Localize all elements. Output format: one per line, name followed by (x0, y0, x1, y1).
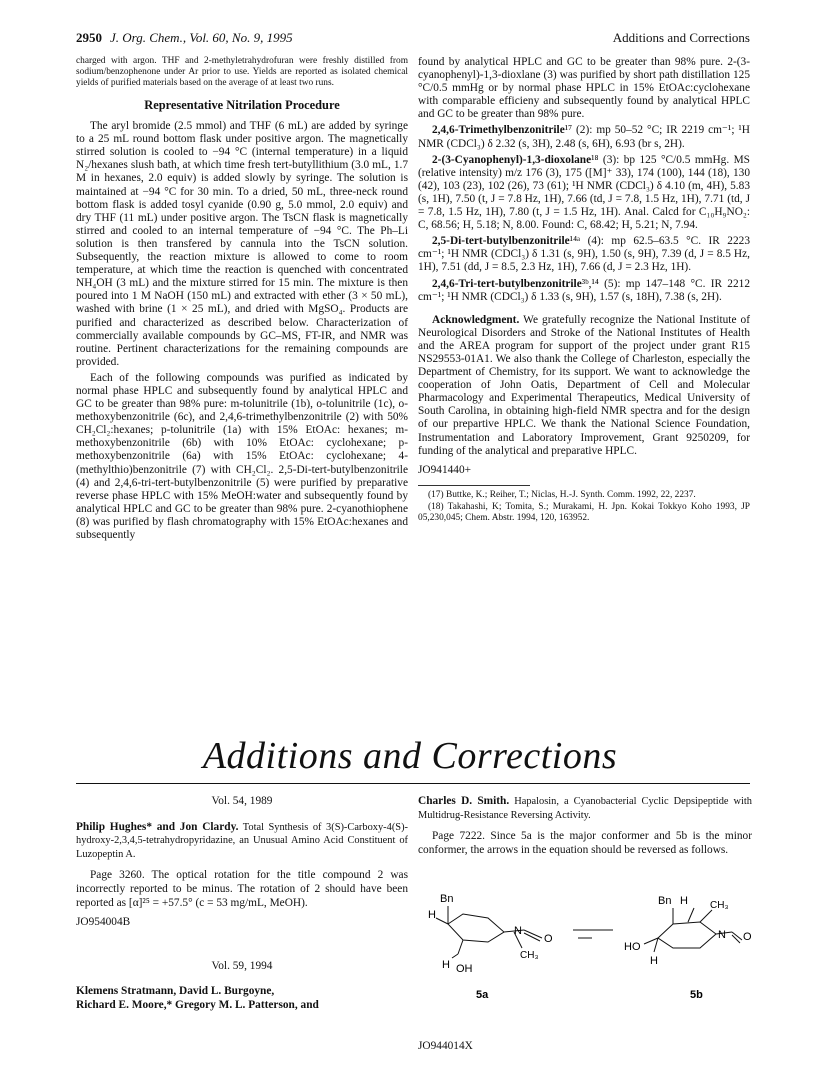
corrections-right (418, 795, 752, 860)
correction-2-title: Hapalosin, a Cyanobacterial Cyclic Depsipeptide with Multidrug-Resistance Reversing Activity. (418, 796, 752, 821)
footnote-18: (18) Takahashi, K; Tomita, S.; Murakami, H. Jpn. Kokai Tokkyo Koho 1993, JP 05,230,045; Chem. Abstr. 1994, 120, 163952. (418, 502, 750, 523)
purification-continued: found by analytical HPLC and GC to be greater than 98% pure. 2-(3-cyanophenyl)-1,3-dioxlane (3) was purified by short path distillation 125 °C/0.5 mmHg or by normal phase HPLC in 15% EtOAc:cyclohexane with comparable efficieny and subsequently found by analytical HPLC and GC to be greater than 98% pure. (418, 56, 750, 121)
svg-text:H: H (650, 955, 658, 967)
correction-2-footer (418, 1040, 752, 1057)
compound-3-data: ¹⁸ (3): bp 125 °C/0.5 mmHg. MS (relative intensity) m/z 176 (3), 175 ([M]⁺ 33), 174 (100), 144 (18), 130 (42), 103 (23), 102 (26), 73 (61); ¹H NMR (CDCl₃) δ 4.10 (m, 4H), 5.83 (s, 1H), 7.50 (t, J = 7.8 Hz, 1H), 7.66 (td, J = 7.8, 1.5 Hz, 1H), 7.71 (td, J = 7.8, 1.5 Hz, 1H), 7.80 (t, J = 1.5 Hz, 1H). Anal. Calcd for C₁₀H₉NO₂: C, 68.56; H, 5.18; N, 8.00. Found: C, 68.42; H, 5.21; N, 7.94. (418, 153, 750, 232)
conformer-equilibrium-scheme (418, 888, 752, 1008)
volume-label-59: Vol. 59, 1994 (211, 959, 273, 972)
equilibrium-arrows (573, 930, 613, 938)
correction-1-title: Total Synthesis of 3(S)-Carboxy-4(S)-hydroxy-2,3,4,5-tetrahydropyridazine, an Unusual Amino Acid Constituent of Luzopeptin A. (76, 821, 408, 860)
section-title: Additions and Corrections (202, 735, 618, 777)
svg-text:Bn: Bn (440, 893, 454, 905)
correction-2-authors-cont: Charles D. Smith. (418, 795, 510, 807)
correction-1-text: Page 3260. The optical rotation for the title compound 2 was incorrectly reported to be minus. The rotation of 2 should have been reported as [α]²⁵ = +57.5° (c = 53 mg/mL, MeOH). (76, 869, 408, 909)
compound-3-name: 2-(3-Cyanophenyl)-1,3-dioxolane (432, 153, 592, 166)
correction-2-citation (418, 795, 752, 822)
corrections-left (76, 795, 408, 1013)
svg-text:O: O (743, 931, 752, 943)
correction-1-authors: Philip Hughes* and Jon Clardy. (76, 820, 239, 833)
acknowledgment-text: We gratefully recognize the National Institute of Neurological Disorders and Stroke of the National Institutes of Health and the AREA program for support of the project under grant R15 NS29553-01A1. We also thank the College of Charleston, especially the Department of Chemistry, for its support. We want to acknowledge the cooperation of John Oatis, Department of Cell and Molecular Pharmacology and Experimental Therapeutics, Medical University of South Carolina, in obtaining high-field NMR spectra and for the design of our prepartive HPLC. We thank the National Science Foundation, Instrumentation and Laboratory Improvement, Grant 9250209, for funding of the analytical and preparative HPLC. (418, 313, 750, 457)
footnote-17: (17) Buttke, K.; Reiher, T.; Niclas, H.-J. Synth. Comm. 1992, 22, 2237. (428, 489, 696, 500)
correction-2-text: Page 7222. Since 5a is the major conformer and 5b is the minor conformer, the arrows in the equation should be reversed as follows. (418, 830, 752, 856)
svg-text:HO: HO (624, 941, 641, 953)
correction-2-code: JO944014X (418, 1040, 473, 1052)
structure-5b (644, 908, 742, 952)
label-5a: 5a (476, 989, 489, 1001)
svg-text:N: N (514, 925, 522, 937)
compound-5-data: ³ᵇ,¹⁴ (5): mp 147–148 °C. IR 2212 cm⁻¹; ¹H NMR (CDCl₃) δ 1.33 (s, 9H), 1.57 (s, 18H), 7.38 (s, 2H). (418, 277, 750, 303)
compound-4-data: ¹⁴ᵃ (4): mp 62.5–63.5 °C. IR 2223 cm⁻¹; ¹H NMR (CDCl₃) δ 1.31 (s, 9H), 1.50 (s, 9H), 7.39 (d, J = 8.5 Hz, 1H), 7.51 (dd, J = 8.5, 2.3 Hz, 1H), 7.66 (d, J = 2.3 Hz, 1H). (418, 235, 750, 274)
svg-text:O: O (544, 933, 553, 945)
compound-5-name: 2,4,6-Tri-tert-butylbenzonitrile (432, 277, 582, 290)
intro-paragraph: charged with argon. THF and 2-methyletrahydrofuran were freshly distilled from sodium/benzophenone under Ar prior to use. Yields are reported as isolated chemical yields of purified materials based on the average of at least two runs. (76, 56, 408, 88)
svg-text:CH₃: CH₃ (520, 950, 539, 961)
correction-1-code: JO954004B (76, 916, 131, 929)
volume-label-54: Vol. 54, 1989 (211, 795, 273, 807)
section-divider (76, 783, 750, 784)
svg-text:CH₃: CH₃ (710, 900, 729, 911)
svg-text:N: N (718, 929, 726, 941)
acknowledgment (418, 314, 750, 458)
compound-3-entry (418, 154, 750, 233)
correction-2-authors-line1: Klemens Stratmann, David L. Burgoyne, (76, 985, 275, 998)
compound-4-name: 2,5-Di-tert-butylbenzonitrile (432, 235, 570, 248)
left-column (76, 56, 408, 545)
svg-text:Bn: Bn (658, 895, 672, 907)
compound-2-name: 2,4,6-Trimethylbenzonitrile (432, 124, 565, 137)
svg-text:H: H (428, 909, 436, 921)
label-5b: 5b (690, 989, 703, 1001)
section-label: Additions and Corrections (612, 30, 750, 45)
compound-4-entry (418, 235, 750, 274)
page-number: 2950 (76, 30, 102, 45)
correction-1-citation (76, 821, 408, 862)
compound-2-entry (418, 124, 750, 150)
manuscript-code: JO941440+ (418, 463, 472, 476)
compound-5-entry (418, 278, 750, 304)
footnotes (418, 490, 750, 524)
footnote-rule (418, 485, 530, 486)
compound-2-data: ¹⁷ (2): mp 50–52 °C; IR 2219 cm⁻¹; ¹H NMR (CDCl₃) δ 2.32 (s, 3H), 2.48 (s, 6H), 6.93 (br s, 2H). (418, 124, 750, 150)
svg-text:H: H (442, 959, 450, 971)
purification-paragraph: Each of the following compounds was purified as indicated by normal phase HPLC and subsequently found by analytical HPLC and GC to be greater than 98% pure: m-tolunitrile (1b), o-tolunitrile (1c), o-methoxybenzonitrile (6c), and 2,4,6-trimethylbenzonitrile (2) with 50% CH₂Cl₂:hexanes; p-tolunitrile (1a) with 15% EtOAc: hexanes; m-methoxybenzonitrile (6b) with 10% EtOAc: cyclohexane; p-methoxybenzonitrile (6a) with 15% EtOAc: cyclohexane; 4-(methylthio)benzonitrile (7) with CH₂Cl₂. 2,5-Di-tert-butylbenzonitrile (4) and 2,4,6-tri-tert-butylbenzonitrile (5) were purified by preparative reverse phase HPLC with 15% MeOH:water and subsequently found by analytical HPLC and GC to be greater than 98% pure. 2-cyanothiophene (8) was purified by flash chromatography with 15% EtOAc:hexanes and subsequently (76, 371, 408, 541)
running-head (76, 30, 750, 48)
right-column (418, 56, 750, 526)
procedure-paragraph: The aryl bromide (2.5 mmol) and THF (6 mL) are added by syringe to a 25 mL round bottom flask under positive argon. The magnetically stirred solution is cooled to −94 °C (internal temperature) in a liquid N₂/hexanes slush bath, at which time fresh tert-butyllithium (3.0 mL, 1.7 M in hexanes, 2.0 equiv) is added slowly by syringe. The solution is maintained at −94 °C for 30 min. To a dried, 50 mL, three-neck round bottom flask is added tosyl cyanide (0.90 g, 5.0 mmol, 2.0 equiv) and dry THF (11 mL) under positive argon. The TsCN flask is magnetically stirred and cooled to an internal temperature of −94 °C. The Ph–Li solution is then transfered by cannula into the TsCN solution. Subsequently, the reaction mixture is allowed to come to room temperature, at which time the reaction is quenched with concentrated NH₄OH (3 mL) and the mixture stirred for 15 min. The mixture is then poured into 1 M NaOH (150 mL) and extracted with ether (3 × 50 mL), washed with brine (1 × 25 mL), and dried with MgSO₄. Products are purified and characterized as described below. Characterization of commercially available compounds by GC–MS, FT-IR, and NMR was routine. Pertinent characterizations for the remaining compounds are provided. (76, 120, 408, 368)
svg-text:H: H (680, 895, 688, 907)
acknowledgment-heading: Acknowledgment. (432, 313, 520, 326)
svg-text:OH: OH (456, 963, 473, 975)
procedure-heading: Representative Nitrilation Procedure (144, 98, 340, 112)
journal-citation: J. Org. Chem., Vol. 60, No. 9, 1995 (110, 30, 293, 45)
correction-2-authors-line2: Richard E. Moore,* Gregory M. L. Patterson, and (76, 998, 319, 1011)
